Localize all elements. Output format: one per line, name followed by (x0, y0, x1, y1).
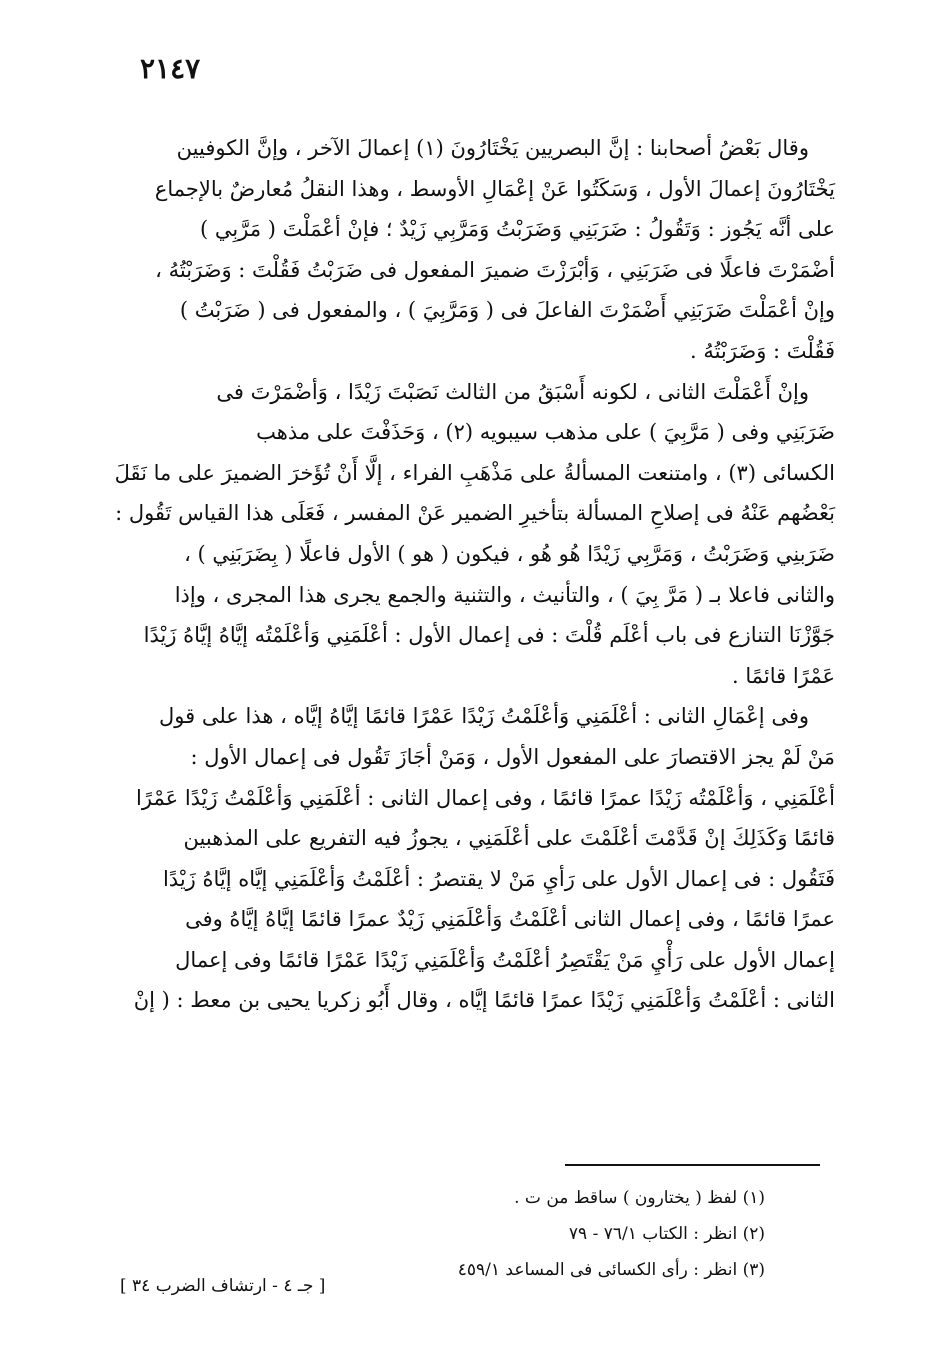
paragraph-2: وإنْ أَعْمَلْتَ الثانى ، لكونه أَسْبَقُ من الثالث نَصَبْتَ زَيْدًا ، وَأضْمَرْتَ فى ضَرَبَنِي وفى ( مَرَّبِيَ ) على مذهب سيبويه (٢) ، وَحَذَفْتَ على مذهب الكسائى (٣) ، وامتنعت المسألةُ على مَذْهَبِ الفراء ، إلَّا أَنْ تُؤَخرَ الضميرَ على ما نَقَلَ بَعْضُهم عَنْهُ فى إصلاحِ المسألة بتأخيرِ الضمير عَنْ المفسر ، فَعَلَى هذا القياس تَقُول : ضَرَبنِي وَضَرَبْتُ ، وَمَرَّبِي زَيْدًا هُو هُو ، فيكون ( هو ) الأول فاعلًا ( بِضَرَبَنِي ) ، والثانى فاعلا بـ ( مَرَّ بِيَ ) ، والتأنيث ، والتثنية والجمع يجرى هذا المجرى ، وإذا جَوَّزْنَا التنازع فى باب أعْلَم قُلْتَ : فى إعمال الأول : أعْلَمَنِي وَأعْلَمْتُه إيَّاهُ إيَّاهُ زَيْدًا عَمْرًا قائمًا . (114, 379, 835, 688)
paragraph-3: وفى إعْمَالِ الثانى : أعْلَمَنِي وَأعْلَمْتُ زَيْدًا عَمْرًا قائمًا إيَّاهُ إيَّاه ، هذا على قول مَنْ لَمْ يجز الاقتصارَ على المفعول الأول ، وَمَنْ أجَازَ تَقُول فى إعمال الأول : أعْلَمَنِي ، وَأعْلَمْتُه زَيْدًا عمرًا قائمًا ، وفى إعمال الثانى : أعْلَمَنِي وَأعْلَمْتُ زَيْدًا عَمْرًا قائمًا وَكَذَلِكَ إنْ قَدَّمْتَ أعْلَمْتَ على أعْلَمَنِي ، يجوزُ فيه التفريع على المذهبين فَتَقُول : فى إعمال الأول على رَأيِ مَنْ لا يقتصرُ : أعْلَمْتُ وَأعْلَمَنِي إيَّاه إيَّاهُ زَيْدًا عمرًا قائمًا ، وفى إعمال الثانى أعْلَمْتُ وَأعْلَمَنِي زَيْدٌ عمرًا قائمًا إيَّاهُ إيَّاهُ وفى إعمال الأول على رَأْيِ مَنْ يَقْتَصِرُ أعْلَمْتُ وَأعْلَمَنِي زَيْدًا عَمْرًا قائمًا وفى إعمال الثانى : أعْلَمْتُ وَأعْلَمَنِي زَيْدًا عمرًا قائمًا إيَّاه ، وقال أَبُو زكريا يحيى بن معط : ( إنْ (133, 704, 835, 1013)
printer-signature: [ جـ ٤ - ارتشاف الضرب ٣٤ ] (120, 1276, 326, 1296)
footnote-3: (٣) انظر : رأى الكسائى فى المساعد ٤٥٩/١ (457, 1260, 765, 1280)
footnotes (380, 1180, 765, 1288)
paragraph-1: وقال بَعْضُ أصحابنا : إنَّ البصريين يَخْتَارُونَ (١) إعمالَ الآخر ، وإنَّ الكوفيين يَخْتَارُونَ إعمالَ الأول ، وَسَكَتُوا عَنْ إعْمَالِ الأوسط ، وهذا النقلُ مُعارضٌ بالإجماع على أنَّه يَجُوز : وَتَقُولُ : ضَرَبَنِي وَضَرَبْتُ وَمَرَّبِي زَيْدٌ ؛ فإنْ أعْمَلْتَ ( مَرَّبِي ) أضْمَرْتَ فاعلًا فى ضَرَبَنِي ، وَأبْرَزْتَ ضميرَ المفعول فى ضَرَبْتُ فَقُلْتَ : وَضَرَبْتُهُ ، وإنْ أعْمَلْتَ ضَرَبَنِي أَضْمَرْتَ الفاعلَ فى ( وَمَرَّبِيَ ) ، والمفعول فى ( ضَرَبْتُ ) فَقُلْتَ : وَضَرَبْتُهُ . (154, 136, 835, 363)
footnote-2: (٢) انظر : الكتاب ٧٦/١ - ٧٩ (568, 1224, 765, 1244)
footnote-1: (١) لفظ ( يختارون ) ساقط من ت . (514, 1188, 765, 1208)
footnote-separator (565, 1164, 820, 1166)
page-number: ٢١٤٧ (140, 52, 201, 85)
main-text (100, 128, 835, 1021)
